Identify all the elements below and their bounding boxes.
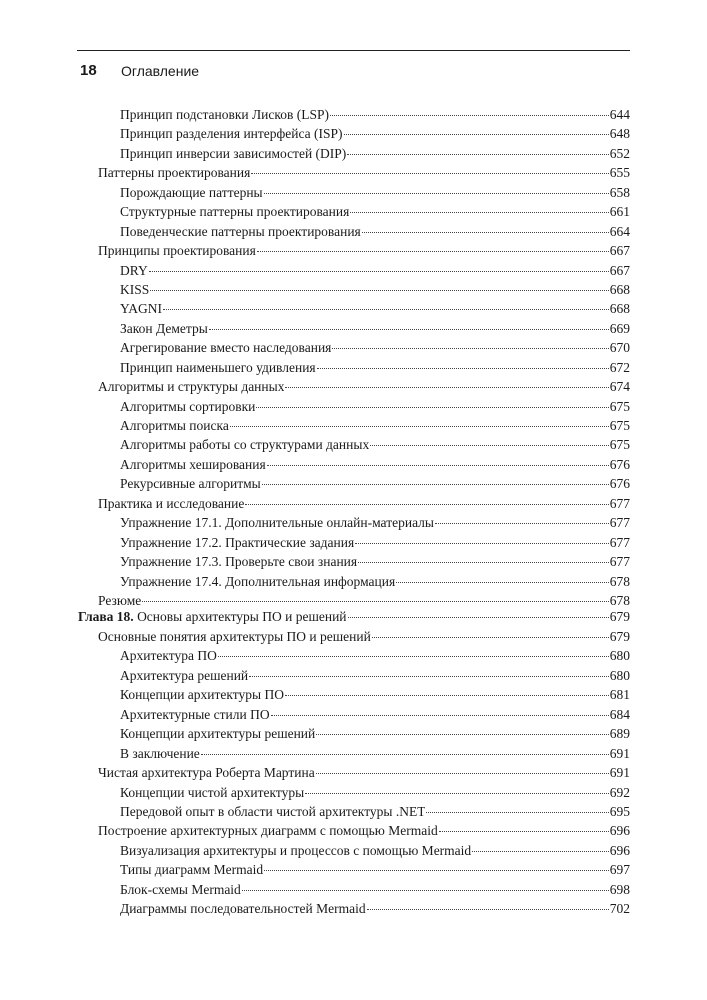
toc-entry-page: 696 [609, 842, 630, 858]
toc-chapter-heading [78, 607, 630, 626]
page-header [77, 50, 630, 87]
leader-dots [264, 192, 609, 194]
toc-entry-page: 692 [609, 784, 630, 800]
toc-entry-page: 695 [609, 803, 630, 819]
toc-entry-page: 696 [609, 823, 630, 839]
toc-entry-title: Упражнение 17.3. Проверьте свои знания [120, 554, 358, 570]
toc-entry-page: 676 [609, 476, 630, 492]
toc-entry[interactable] [78, 494, 630, 513]
toc-entry-title: Упражнение 17.1. Дополнительные онлайн-материалы [120, 515, 434, 531]
toc-entry-page: 677 [609, 554, 630, 570]
toc-entry[interactable] [78, 705, 630, 724]
toc-entry-title: Передовой опыт в области чистой архитектуры .NET [120, 803, 426, 819]
toc-entry-page: 677 [609, 534, 630, 550]
leader-dots [262, 483, 609, 485]
toc-entry-page: 655 [609, 165, 630, 181]
toc-entry-title: Основные понятия архитектуры ПО и решений [98, 629, 371, 644]
toc-entry[interactable] [78, 397, 630, 416]
toc-entry[interactable] [78, 685, 630, 704]
toc-entry[interactable] [78, 880, 630, 899]
toc-entry-page: 667 [609, 262, 630, 278]
toc-entry[interactable] [78, 802, 630, 821]
toc-entry-title: YAGNI [120, 301, 162, 317]
toc-entry[interactable] [78, 513, 630, 532]
toc-entry-title: Архитектура решений [120, 667, 249, 683]
toc-entry-title: DRY [120, 262, 148, 278]
toc-entry-page: 676 [609, 456, 630, 472]
toc-entry-title: Принципы проектирования [98, 243, 256, 259]
toc-entry[interactable] [78, 261, 630, 280]
leader-dots [332, 347, 608, 349]
toc-entry[interactable] [78, 763, 630, 782]
toc-entry-title: Паттерны проектирования [98, 165, 251, 181]
leader-dots [150, 289, 608, 291]
toc-entry[interactable] [78, 899, 630, 918]
toc-entry-page: 680 [609, 667, 630, 683]
toc-entry[interactable] [78, 474, 630, 493]
toc-entry[interactable] [78, 105, 630, 124]
leader-dots [435, 522, 609, 524]
toc-entry[interactable] [78, 455, 630, 474]
toc-entry[interactable] [78, 627, 630, 646]
leader-dots [472, 850, 609, 852]
leader-dots [330, 114, 609, 116]
leader-dots [367, 908, 609, 910]
toc-entry[interactable] [78, 319, 630, 338]
toc-entry[interactable] [78, 241, 630, 260]
toc-entry-page: 667 [609, 243, 630, 259]
leader-dots [362, 231, 609, 233]
toc-entry-page: 672 [609, 359, 630, 375]
leader-dots [267, 464, 609, 466]
leader-dots [149, 270, 609, 272]
leader-dots [344, 133, 609, 135]
leader-dots [347, 153, 608, 155]
toc-entry-title: Концепции чистой архитектуры [120, 784, 305, 800]
toc-entry-page: 681 [609, 687, 630, 703]
leader-dots [285, 694, 609, 696]
toc-entry[interactable] [78, 744, 630, 763]
toc-entry-page: 678 [609, 573, 630, 589]
toc-entry[interactable] [78, 124, 630, 143]
toc-entry-page: 689 [609, 726, 630, 742]
toc-section-chapter-18 [78, 627, 630, 919]
toc-entry-page: 668 [609, 301, 630, 317]
leader-dots [209, 328, 609, 330]
toc-entry-title: Концепции архитектуры решений [120, 726, 316, 742]
leader-dots [370, 444, 609, 446]
toc-entry[interactable] [78, 183, 630, 202]
toc-entry-page: 698 [609, 881, 630, 897]
toc-entry-page: 675 [609, 398, 630, 414]
toc-entry[interactable] [78, 860, 630, 879]
toc-entry[interactable] [78, 552, 630, 571]
toc-entry[interactable] [78, 646, 630, 665]
toc-entry-title: Поведенческие паттерны проектирования [120, 223, 361, 239]
toc-entry-page: 697 [609, 862, 630, 878]
toc-entry-title: Типы диаграмм Mermaid [120, 862, 264, 878]
toc-entry[interactable] [78, 724, 630, 743]
toc-entry-page: 684 [609, 706, 630, 722]
toc-entry[interactable] [78, 377, 630, 396]
toc-entry-title: Алгоритмы хеширования [120, 456, 266, 472]
toc-entry-page: 661 [609, 204, 630, 220]
toc-entry-page: 691 [609, 765, 630, 781]
toc-entry-page: 691 [609, 745, 630, 761]
toc-entry-title: Построение архитектурных диаграмм с помощью Mermaid [98, 823, 438, 839]
leader-dots [218, 655, 609, 657]
toc-entry-page: 668 [609, 281, 630, 297]
toc-entry[interactable] [78, 783, 630, 802]
toc-entry-page: 674 [609, 379, 630, 395]
chapter-prefix: Глава 18. [78, 609, 134, 624]
toc-entry-title: Упражнение 17.2. Практические задания [120, 534, 355, 550]
page-number: 18 [80, 62, 97, 79]
leader-dots [256, 406, 608, 408]
toc-entry-title: Визуализация архитектуры и процессов с помощью Mermaid [120, 842, 472, 858]
toc-entry[interactable] [78, 841, 630, 860]
leader-dots [348, 616, 609, 618]
toc-entry-page: 675 [609, 418, 630, 433]
toc-entry-title: Принцип разделения интерфейса (ISP) [120, 126, 343, 142]
leader-dots [242, 889, 609, 891]
toc-entry-page: 670 [609, 340, 630, 356]
toc-entry-title: Практика и исследование [98, 495, 245, 511]
toc-entry-page: 664 [609, 223, 630, 239]
leader-dots [249, 675, 609, 677]
toc-entry-title: Концепции архитектуры ПО [120, 687, 284, 703]
toc-entry-title: Архитектура ПО [120, 648, 217, 664]
toc-entry-title: В заключение [120, 745, 200, 761]
chapter-entry[interactable] [78, 607, 630, 626]
toc-entry-title: Агрегирование вместо наследования [120, 340, 332, 356]
toc-entry[interactable] [78, 533, 630, 552]
leader-dots [358, 561, 609, 563]
chapter-title-text: Основы архитектуры ПО и решений [133, 609, 347, 624]
toc-entry-title: KISS [120, 281, 150, 297]
toc-section-chapter-17 [78, 105, 630, 610]
toc-entry[interactable] [78, 144, 630, 163]
leader-dots [251, 172, 608, 174]
toc-entry[interactable] [78, 358, 630, 377]
toc-entry-page: 702 [609, 901, 630, 917]
toc-entry-page: 679 [609, 629, 630, 644]
toc-entry-title: Чистая архитектура Роберта Мартина [98, 765, 315, 781]
toc-entry[interactable] [78, 666, 630, 685]
toc-entry-title: Структурные паттерны проектирования [120, 204, 350, 220]
leader-dots [230, 425, 609, 427]
toc-entry[interactable] [78, 338, 630, 357]
leader-dots [396, 581, 609, 583]
leader-dots [142, 600, 608, 602]
leader-dots [350, 211, 608, 213]
toc-entry-title: Рекурсивные алгоритмы [120, 476, 261, 492]
toc-entry-page: 680 [609, 648, 630, 664]
toc-entry[interactable] [78, 572, 630, 591]
toc-entry[interactable] [78, 280, 630, 299]
toc-entry-page: 677 [609, 515, 630, 531]
toc-entry-page: 669 [609, 320, 630, 336]
toc-entry-page: 675 [609, 437, 630, 453]
leader-dots [257, 250, 609, 252]
toc-entry-title: Архитектурные стили ПО [120, 706, 270, 722]
leader-dots [426, 811, 608, 813]
toc-entry-title: Порождающие паттерны [120, 184, 263, 200]
toc-entry-page: 644 [609, 107, 630, 122]
running-title: Оглавление [121, 63, 200, 79]
toc-entry[interactable] [78, 202, 630, 221]
toc-entry[interactable] [78, 416, 630, 435]
toc-entry-title: Блок-схемы Mermaid [120, 881, 241, 897]
toc-entry-title: Алгоритмы сортировки [120, 398, 256, 414]
toc-entry[interactable] [78, 222, 630, 241]
toc-entry-page: 678 [609, 592, 630, 608]
toc-entry-title: Принцип подстановки Лисков (LSP) [120, 107, 330, 122]
toc-entry[interactable] [78, 435, 630, 454]
toc-entry-page: 648 [609, 126, 630, 142]
toc-entry-title: Упражнение 17.4. Дополнительная информация [120, 573, 396, 589]
toc-entry[interactable] [78, 821, 630, 840]
toc-entry-title: Алгоритмы поиска [120, 418, 229, 433]
toc-entry-title: Принцип инверсии зависимостей (DIP) [120, 145, 347, 161]
toc-entry-title: Алгоритмы и структуры данных [98, 379, 285, 395]
chapter-page: 679 [609, 609, 630, 624]
leader-dots [285, 386, 608, 388]
leader-dots [316, 772, 609, 774]
toc-entry-title: Принцип наименьшего удивления [120, 359, 316, 375]
chapter-title [78, 607, 347, 626]
leader-dots [372, 636, 609, 638]
leader-dots [305, 792, 609, 794]
toc-entry-title: Алгоритмы работы со структурами данных [120, 437, 370, 453]
toc-entry-page: 652 [609, 145, 630, 161]
toc-entry-title: Резюме [98, 592, 142, 608]
leader-dots [317, 367, 609, 369]
toc-entry-title: Диаграммы последовательностей Mermaid [120, 901, 366, 917]
toc-entry[interactable] [78, 163, 630, 182]
toc-entry-page: 658 [609, 184, 630, 200]
leader-dots [201, 753, 609, 755]
toc-entry[interactable] [78, 299, 630, 318]
leader-dots [316, 733, 608, 735]
leader-dots [264, 869, 609, 871]
leader-dots [245, 503, 608, 505]
leader-dots [355, 542, 609, 544]
toc-entry-page: 677 [609, 495, 630, 511]
leader-dots [271, 714, 609, 716]
leader-dots [439, 830, 609, 832]
toc-entry-title: Закон Деметры [120, 320, 208, 336]
leader-dots [163, 308, 609, 310]
